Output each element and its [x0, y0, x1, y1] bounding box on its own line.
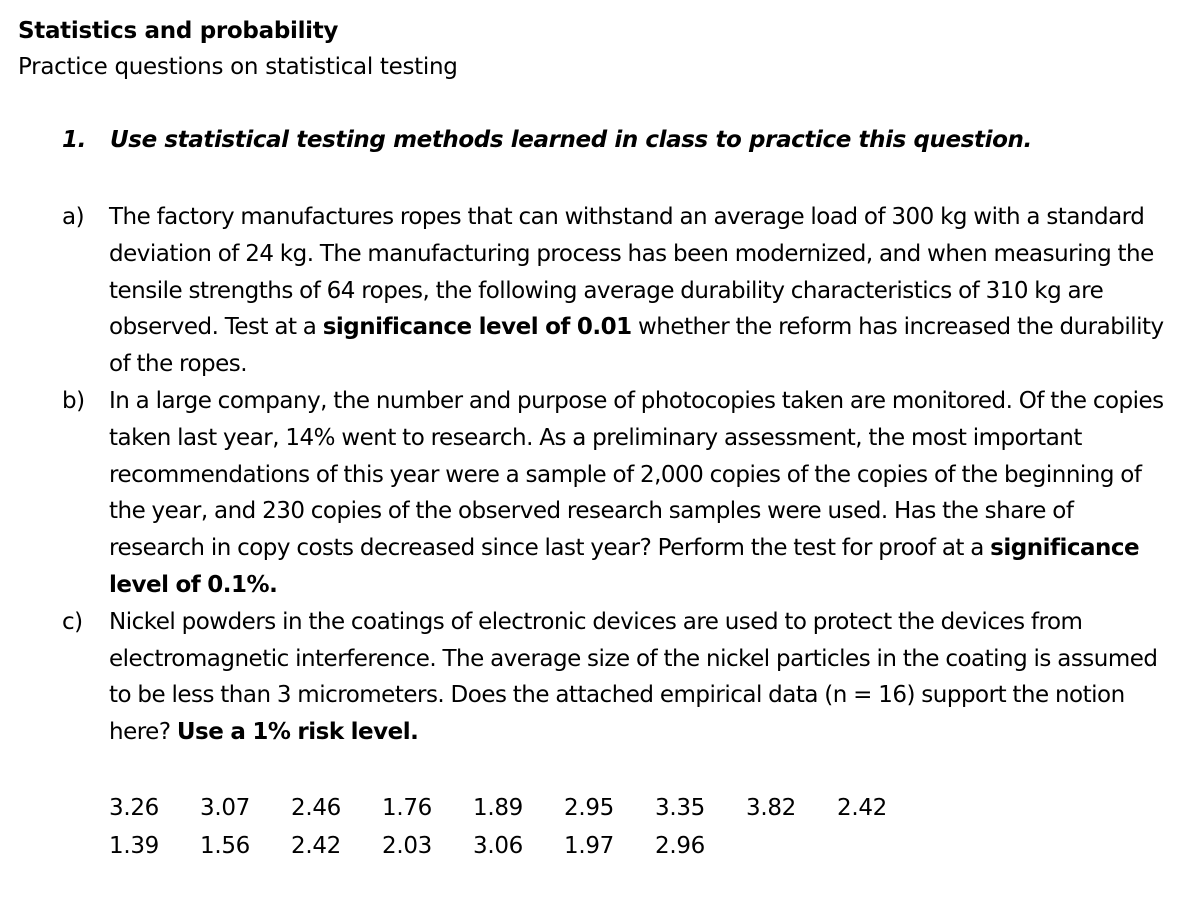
data-value: 1.39 [109, 833, 160, 859]
part-label: b) [62, 387, 85, 414]
question-part-c [62, 604, 1172, 751]
part-text: Nickel powders in the coatings of electronic devices are used to protect the devices from electromagnetic interference. The average size of the nickel particles in the coating is assumed to be less than 3 micrometers. Does the attached empirical data (n = 16) support the notion here? [109, 608, 1158, 746]
data-value: 2.03 [382, 833, 433, 859]
part-label: a) [62, 204, 85, 230]
data-row-2 [109, 827, 928, 865]
question-heading [62, 127, 1032, 153]
data-value: 2.95 [564, 795, 615, 821]
data-value: 3.35 [655, 795, 706, 821]
part-text: The factory manufactures ropes that can withstand an average load of 300 kg with a standard deviation of 24 kg. The manufacturing process has been modernized, and when measuring the tensile strengths of 64 ropes, the following average durability characteristics of 310 kg are observed. Test at a [109, 204, 1154, 341]
empirical-data-table [109, 789, 928, 865]
data-value: 3.06 [473, 833, 524, 859]
data-value: 3.82 [746, 795, 797, 821]
question-number: 1. [62, 127, 86, 153]
question-parts-list [62, 199, 1172, 751]
data-value: 2.96 [655, 833, 706, 859]
part-label: c) [62, 608, 83, 635]
data-value: 3.26 [109, 795, 160, 821]
data-row-1 [109, 789, 928, 827]
data-value: 3.07 [200, 795, 251, 821]
data-value: 1.76 [382, 795, 433, 821]
part-text-after: whether the reform has increased the durability of the ropes. [109, 314, 1164, 378]
question-part-a [62, 199, 1172, 383]
document-title: Statistics and probability [18, 18, 339, 44]
question-heading-text: Use statistical testing methods learned in class to practice this question. [110, 127, 1032, 153]
data-value: 1.89 [473, 795, 524, 821]
data-value: 1.56 [200, 833, 251, 859]
part-emphasis: Use a 1% risk level. [176, 719, 419, 746]
data-value: 1.97 [564, 833, 615, 859]
part-emphasis: significance level of 0.01 [322, 314, 632, 341]
document-subtitle: Practice questions on statistical testing [18, 54, 458, 80]
data-value: 2.42 [291, 833, 342, 859]
part-text: In a large company, the number and purpose of photocopies taken are monitored. Of the copies taken last year, 14% went to research. As a preliminary assessment, the most important recommendations of this year were a sample of 2,000 copies of the copies of the beginning of the year, and 230 copies of the observed research samples were used. Has the share of research in copy costs decreased since last year? Perform the test for proof at a [109, 387, 1164, 562]
question-part-b [62, 383, 1172, 604]
data-value: 2.46 [291, 795, 342, 821]
part-emphasis: significance level of 0.1%. [109, 535, 1140, 598]
data-value: 2.42 [837, 795, 888, 821]
